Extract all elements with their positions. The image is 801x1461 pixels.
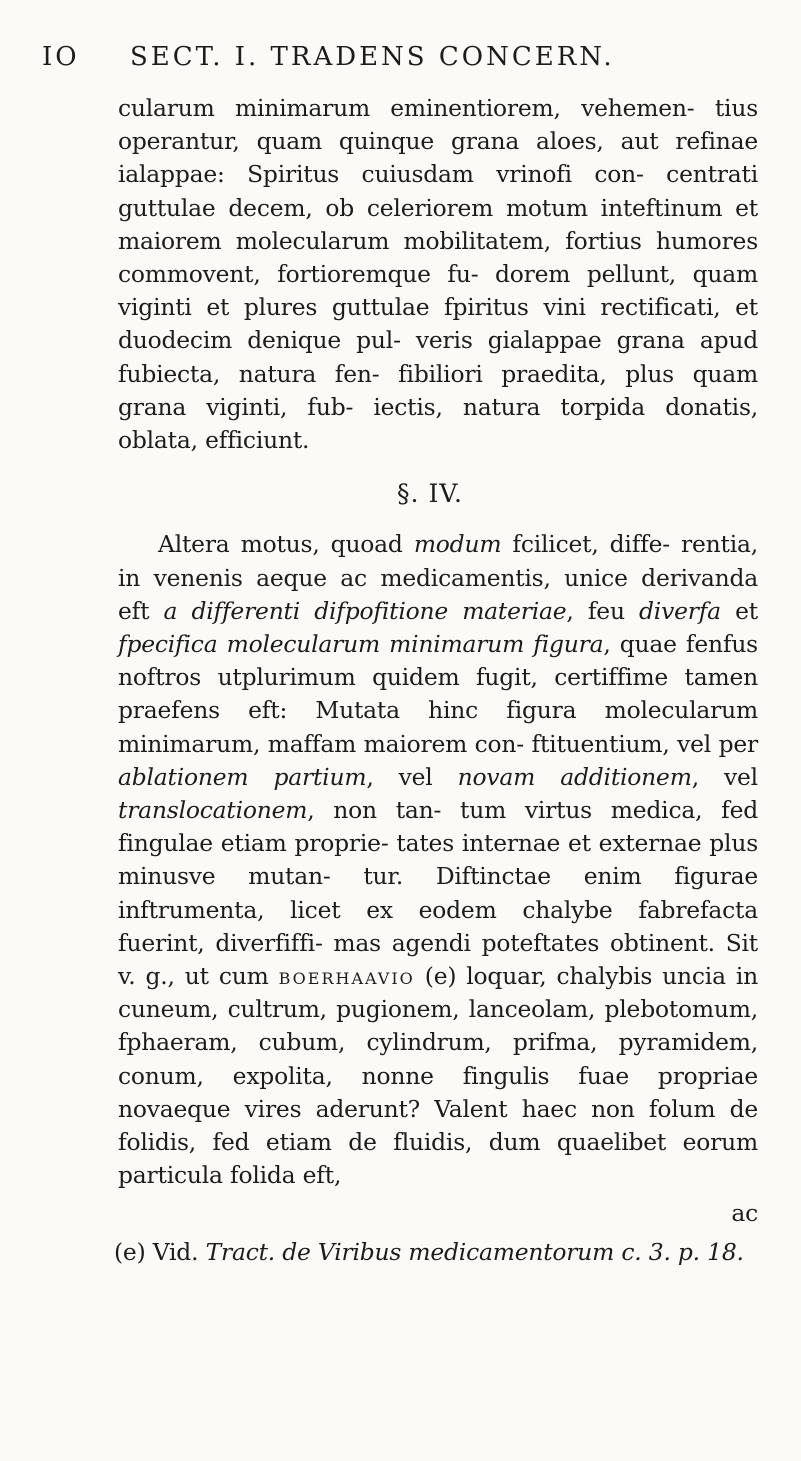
running-header: [42, 42, 722, 72]
p2-italic-translocationem: translocationem: [118, 796, 308, 825]
p2-text-d: et: [735, 596, 758, 625]
footnote: [114, 1236, 758, 1269]
p2-italic-differenti: a differenti difpofitione materiae: [163, 596, 567, 625]
p2-text-a: Altera motus, quoad: [158, 530, 403, 559]
p2-text-b: fcilicet, diffe- rentia, in venenis aeque ac medicamentis, unice derivanda eft: [118, 530, 758, 625]
p2-text-j: (e) loquar, chalybis uncia in cuneum, cultrum, pugionem, lanceolam, plebotomum, fphaeram, cubum, cylindrum, prifma, pyramidem, conum, expolita, nonne fingulis fuae propriae novaeque vires aderunt? Valent haec non folum de folidis, fed etiam de fluidis, dum quaelibet eorum particula folida eft,: [118, 962, 758, 1190]
p2-italic-modum: modum: [413, 530, 502, 559]
running-title: SECT. I. TRADENS CONCERN.: [130, 42, 615, 72]
p2-author-name: boerhaavio: [278, 962, 415, 991]
p2-italic-diversa: diverfa: [639, 596, 721, 625]
paragraph-1: cularum minimarum eminentiorem, vehemen- tius operantur, quam quinque grana aloes, aut refinae ialappae: Spiritus cuiusdam vrinofi con- centrati guttulae decem, ob celeriorem motum inteftinum et maiorem molecularum mobilitatem, fortius humores commovent, fortioremque fu- dorem pellunt, quam viginti et plures guttulae fpiritus vini rectificati, et duodecim denique pul- veris gialappae grana apud fubiecta, natura fen- fibiliori praedita, plus quam grana viginti, fub- iectis, natura torpida donatis, oblata, efficiunt.: [118, 94, 758, 455]
footnote-mark: (e) Vid.: [114, 1237, 199, 1266]
footnote-ref: c. 3. p. 18.: [621, 1237, 744, 1266]
body-text: [114, 92, 758, 1269]
catchword: ac: [731, 1198, 758, 1227]
p2-text-f: , vel: [366, 762, 433, 791]
p2-italic-ablationem: ablationem partium: [118, 762, 367, 791]
page-number: IO: [42, 42, 80, 72]
footnote-title: Tract. de Viribus medicamentorum: [205, 1237, 615, 1266]
p2-italic-additionem: novam additionem: [457, 762, 692, 791]
paragraph-2: [118, 528, 758, 1192]
p2-italic-specifica: fpecifica molecularum minimarum figura: [118, 630, 604, 659]
p2-text-c: , feu: [566, 596, 625, 625]
p2-text-g: , vel: [691, 762, 758, 791]
p2-text-e: , quae fenfus noftros utplurimum quidem fugit, certiffime tamen praefens eft: Mutata hinc figura molecularum minimarum, maffam maiorem con- ftituentium, vel per: [118, 630, 758, 758]
p2-text-h: , non tan- tum virtus medica, fed fingulae etiam proprie- tates internae et externae plus minusve mutan- tur. Diftinctae enim figurae inftrumenta, licet ex eodem chalybe fabrefacta fuerint, diverfiffi- mas agendi poteftates obtinent. Sit v. g., ut cum: [118, 796, 758, 991]
section-heading: §. IV.: [397, 479, 463, 509]
